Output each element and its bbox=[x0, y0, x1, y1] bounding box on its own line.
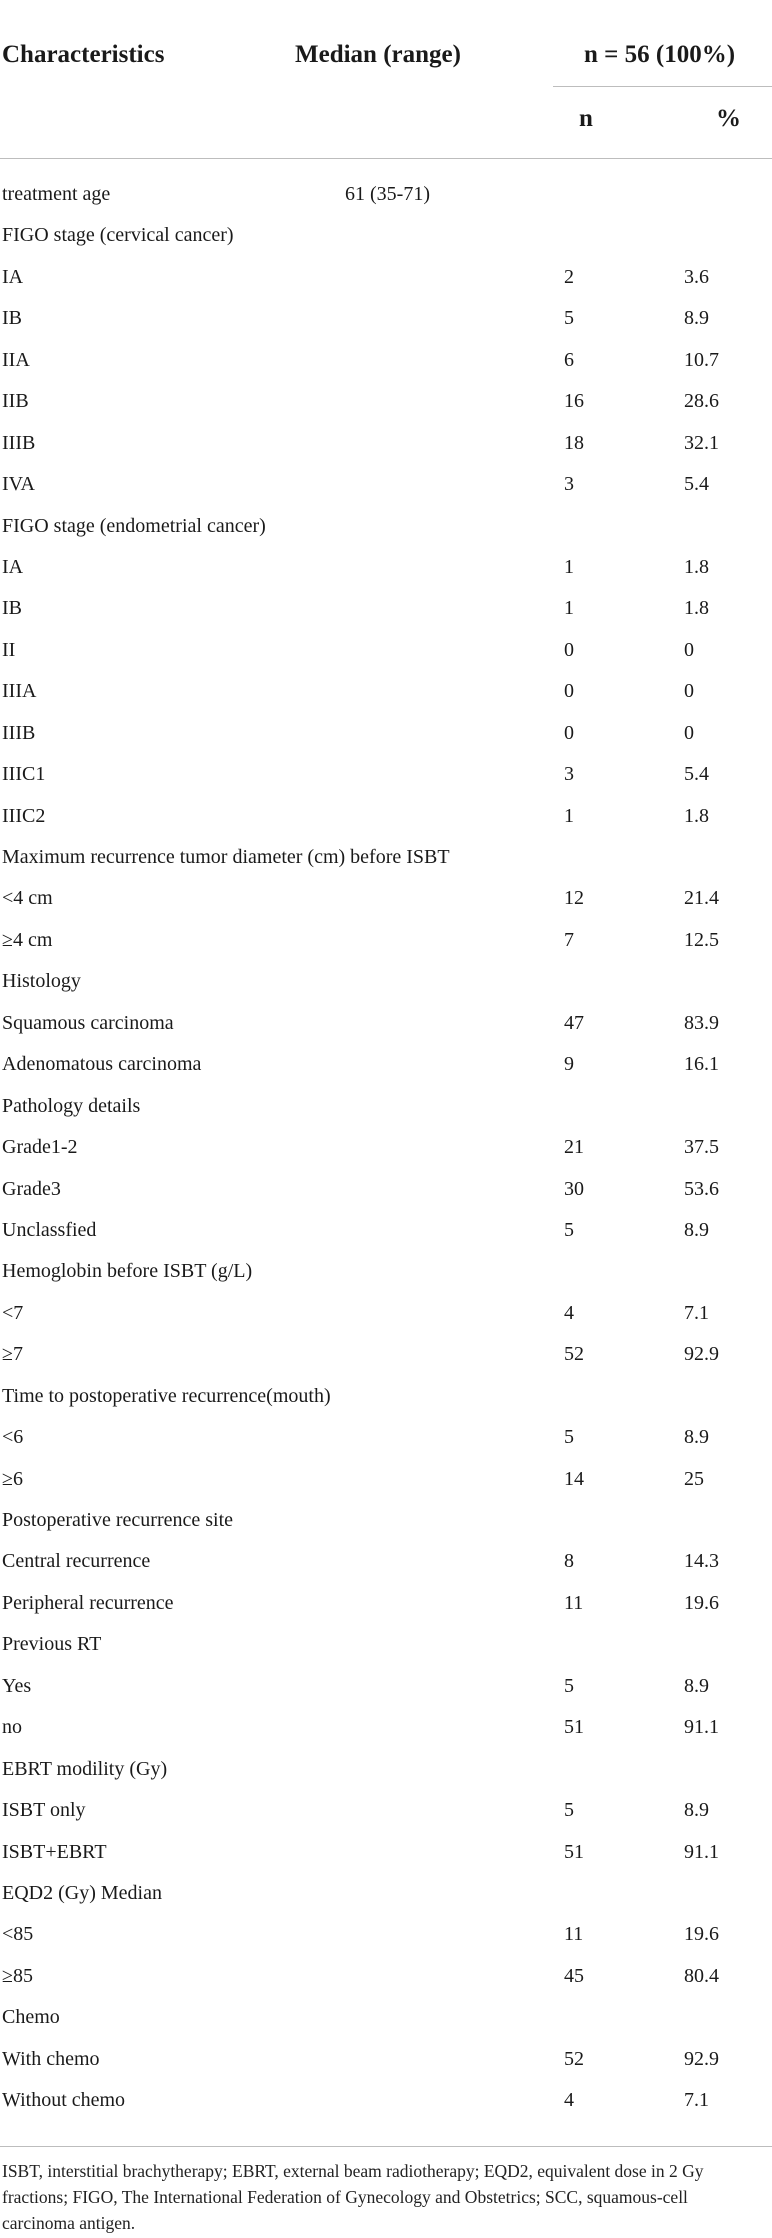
row-percent: 8.9 bbox=[684, 1799, 709, 1822]
row-percent: 3.6 bbox=[684, 265, 709, 288]
row-n: 2 bbox=[564, 265, 574, 288]
table-row bbox=[0, 1044, 772, 1085]
row-percent: 0 bbox=[684, 638, 694, 661]
table-row bbox=[0, 1832, 772, 1873]
row-percent: 19.6 bbox=[684, 1591, 719, 1614]
row-n: 5 bbox=[564, 1426, 574, 1449]
row-percent: 12.5 bbox=[684, 928, 719, 951]
row-percent: 8.9 bbox=[684, 1674, 709, 1697]
table-row bbox=[0, 1707, 772, 1748]
table-row bbox=[0, 1500, 772, 1541]
row-n: 3 bbox=[564, 763, 574, 786]
row-label: treatment age bbox=[2, 183, 111, 205]
row-percent: 8.9 bbox=[684, 1426, 709, 1449]
row-label: IA bbox=[2, 555, 24, 578]
table-row bbox=[0, 2080, 772, 2121]
table-row bbox=[0, 423, 772, 464]
row-label: ≥6 bbox=[2, 1467, 23, 1490]
row-percent: 92.9 bbox=[684, 1343, 719, 1366]
row-percent: 91.1 bbox=[684, 1840, 719, 1863]
row-label: Pathology details bbox=[2, 1094, 141, 1117]
table-row bbox=[0, 1624, 772, 1665]
table-row bbox=[0, 1749, 772, 1790]
table-row bbox=[0, 713, 772, 754]
header-median-range: Median (range) bbox=[295, 41, 461, 68]
table-row bbox=[0, 1459, 772, 1500]
table-row bbox=[0, 1666, 772, 1707]
row-label: Maximum recurrence tumor diameter (cm) before ISBT bbox=[2, 846, 450, 868]
row-percent: 53.6 bbox=[684, 1177, 719, 1200]
row-percent: 7.1 bbox=[684, 1301, 709, 1324]
row-label: <4 cm bbox=[2, 887, 53, 910]
row-n: 16 bbox=[564, 390, 584, 413]
row-n: 5 bbox=[564, 1799, 574, 1822]
row-percent: 10.7 bbox=[684, 348, 719, 371]
table-row bbox=[0, 464, 772, 505]
table-row bbox=[0, 878, 772, 919]
row-label: ≥4 cm bbox=[2, 928, 53, 951]
table-row bbox=[0, 1873, 772, 1914]
row-n: 0 bbox=[564, 721, 574, 744]
row-label: IVA bbox=[2, 473, 35, 496]
table-row bbox=[0, 796, 772, 837]
row-percent: 28.6 bbox=[684, 390, 719, 413]
table-footnote: ISBT, interstitial brachytherapy; EBRT, external beam radiotherapy; EQD2, equivalent dose in 2 Gy fractions; FIGO, The International Federation of Gynecology and Obstetrics; SCC, squamous-cell carcinoma antigen. bbox=[2, 2161, 704, 2233]
table-row bbox=[0, 1376, 772, 1417]
table-row bbox=[0, 1583, 772, 1624]
table-body bbox=[0, 174, 772, 2122]
row-percent: 8.9 bbox=[684, 307, 709, 330]
table-row bbox=[0, 1003, 772, 1044]
table-row bbox=[0, 2039, 772, 2080]
row-label: EQD2 (Gy) Median bbox=[2, 1881, 162, 1904]
row-percent: 5.4 bbox=[684, 473, 709, 496]
table-row bbox=[0, 754, 772, 795]
row-n: 6 bbox=[564, 348, 574, 371]
table-row bbox=[0, 630, 772, 671]
row-percent: 25 bbox=[684, 1467, 704, 1490]
table-row bbox=[0, 506, 772, 547]
row-label: ISBT+EBRT bbox=[2, 1840, 107, 1863]
table-row bbox=[0, 1169, 772, 1210]
row-label: <6 bbox=[2, 1426, 24, 1449]
row-label: EBRT modility (Gy) bbox=[2, 1757, 168, 1780]
table-row bbox=[0, 920, 772, 961]
row-percent: 1.8 bbox=[684, 555, 709, 578]
table-row bbox=[0, 215, 772, 256]
table-row bbox=[0, 1127, 772, 1168]
row-label: ≥7 bbox=[2, 1343, 23, 1366]
row-n: 52 bbox=[564, 2047, 584, 2070]
row-label: FIGO stage (cervical cancer) bbox=[2, 224, 234, 247]
row-label: <7 bbox=[2, 1301, 24, 1324]
table-row bbox=[0, 1086, 772, 1127]
row-label: FIGO stage (endometrial cancer) bbox=[2, 514, 266, 537]
row-n: 51 bbox=[564, 1840, 584, 1863]
table-header bbox=[0, 0, 772, 160]
header-percent: % bbox=[716, 105, 741, 132]
table-row bbox=[0, 1914, 772, 1955]
row-label: <85 bbox=[2, 1923, 34, 1946]
row-percent: 0 bbox=[684, 721, 694, 744]
row-percent: 80.4 bbox=[684, 1964, 719, 1987]
row-label: IIIC1 bbox=[2, 763, 46, 786]
table-row bbox=[0, 671, 772, 712]
row-n: 8 bbox=[564, 1550, 574, 1573]
table-row bbox=[0, 381, 772, 422]
row-label: no bbox=[2, 1716, 22, 1739]
table-row bbox=[0, 1997, 772, 2038]
table-row bbox=[0, 588, 772, 629]
row-n: 52 bbox=[564, 1343, 584, 1366]
row-label: ISBT only bbox=[2, 1799, 86, 1822]
row-label: IIA bbox=[2, 348, 30, 371]
row-percent: 21.4 bbox=[684, 887, 719, 910]
row-label: IB bbox=[2, 307, 22, 330]
row-median: 61 (35-71) bbox=[345, 183, 430, 205]
row-percent: 37.5 bbox=[684, 1136, 719, 1159]
row-n: 1 bbox=[564, 804, 574, 827]
table-row bbox=[0, 1293, 772, 1334]
row-n: 47 bbox=[564, 1011, 584, 1034]
row-label: Squamous carcinoma bbox=[2, 1011, 174, 1034]
row-label: Central recurrence bbox=[2, 1550, 151, 1573]
table-row bbox=[0, 961, 772, 1002]
row-label: Adenomatous carcinoma bbox=[2, 1053, 202, 1076]
row-label: IA bbox=[2, 265, 24, 288]
row-n: 0 bbox=[564, 638, 574, 661]
row-n: 9 bbox=[564, 1053, 574, 1076]
header-total: n = 56 (100%) bbox=[584, 41, 736, 68]
row-percent: 16.1 bbox=[684, 1053, 719, 1076]
row-n: 1 bbox=[564, 555, 574, 578]
row-n: 7 bbox=[564, 928, 574, 951]
row-label: Without chemo bbox=[2, 2089, 126, 2112]
row-n: 11 bbox=[564, 1591, 584, 1614]
table-row bbox=[0, 837, 772, 878]
row-n: 14 bbox=[564, 1467, 584, 1490]
row-n: 12 bbox=[564, 887, 584, 910]
row-n: 4 bbox=[564, 2089, 574, 2112]
row-label: II bbox=[2, 638, 16, 661]
row-percent: 32.1 bbox=[684, 431, 719, 454]
footnote-rule bbox=[0, 2146, 772, 2147]
row-n: 45 bbox=[564, 1964, 584, 1987]
row-n: 5 bbox=[564, 307, 574, 330]
row-label: Grade1-2 bbox=[2, 1136, 78, 1159]
header-bottom-rule bbox=[0, 158, 772, 159]
header-subgroup-rule bbox=[553, 86, 772, 87]
row-label: ≥85 bbox=[2, 1964, 33, 1987]
table-row bbox=[0, 547, 772, 588]
row-label: Postoperative recurrence site bbox=[2, 1509, 234, 1531]
row-percent: 7.1 bbox=[684, 2089, 709, 2112]
row-percent: 5.4 bbox=[684, 763, 709, 786]
row-label: IIIA bbox=[2, 680, 37, 703]
table-row bbox=[0, 1790, 772, 1831]
row-percent: 1.8 bbox=[684, 804, 709, 827]
row-label: Yes bbox=[2, 1674, 32, 1697]
row-label: IIIB bbox=[2, 431, 36, 454]
row-percent: 0 bbox=[684, 680, 694, 703]
row-n: 21 bbox=[564, 1136, 584, 1159]
table-row bbox=[0, 340, 772, 381]
row-label: Chemo bbox=[2, 2006, 60, 2029]
row-label: Hemoglobin before ISBT (g/L) bbox=[2, 1260, 253, 1283]
table-row bbox=[0, 1334, 772, 1375]
row-label: Previous RT bbox=[2, 1633, 102, 1656]
table-row bbox=[0, 1251, 772, 1292]
table-row bbox=[0, 174, 772, 215]
row-n: 5 bbox=[564, 1218, 574, 1241]
row-label: IIIB bbox=[2, 721, 36, 744]
row-label: IB bbox=[2, 597, 22, 620]
row-n: 1 bbox=[564, 597, 574, 620]
row-n: 4 bbox=[564, 1301, 574, 1324]
row-label: IIIC2 bbox=[2, 804, 46, 827]
table-row bbox=[0, 1541, 772, 1582]
row-percent: 1.8 bbox=[684, 597, 709, 620]
row-percent: 92.9 bbox=[684, 2047, 719, 2070]
row-label: Peripheral recurrence bbox=[2, 1591, 174, 1614]
row-n: 18 bbox=[564, 431, 584, 454]
table-row bbox=[0, 1210, 772, 1251]
row-percent: 8.9 bbox=[684, 1218, 709, 1241]
header-n: n bbox=[579, 105, 593, 132]
header-characteristics: Characteristics bbox=[2, 41, 165, 68]
row-percent: 91.1 bbox=[684, 1716, 719, 1739]
row-label: Grade3 bbox=[2, 1177, 61, 1200]
row-label: Unclassfied bbox=[2, 1218, 97, 1241]
row-percent: 14.3 bbox=[684, 1550, 719, 1573]
table-row bbox=[0, 257, 772, 298]
row-label: IIB bbox=[2, 390, 29, 413]
row-n: 5 bbox=[564, 1674, 574, 1697]
table-row bbox=[0, 298, 772, 339]
row-percent: 19.6 bbox=[684, 1923, 719, 1946]
row-label: With chemo bbox=[2, 2047, 100, 2070]
row-n: 0 bbox=[564, 680, 574, 703]
row-n: 11 bbox=[564, 1923, 584, 1946]
row-n: 3 bbox=[564, 473, 574, 496]
row-label: Histology bbox=[2, 970, 81, 993]
row-n: 51 bbox=[564, 1716, 584, 1739]
row-label: Time to postoperative recurrence(mouth) bbox=[2, 1384, 331, 1407]
table-row bbox=[0, 1417, 772, 1458]
row-percent: 83.9 bbox=[684, 1011, 719, 1034]
row-n: 30 bbox=[564, 1177, 584, 1200]
table-row bbox=[0, 1956, 772, 1997]
